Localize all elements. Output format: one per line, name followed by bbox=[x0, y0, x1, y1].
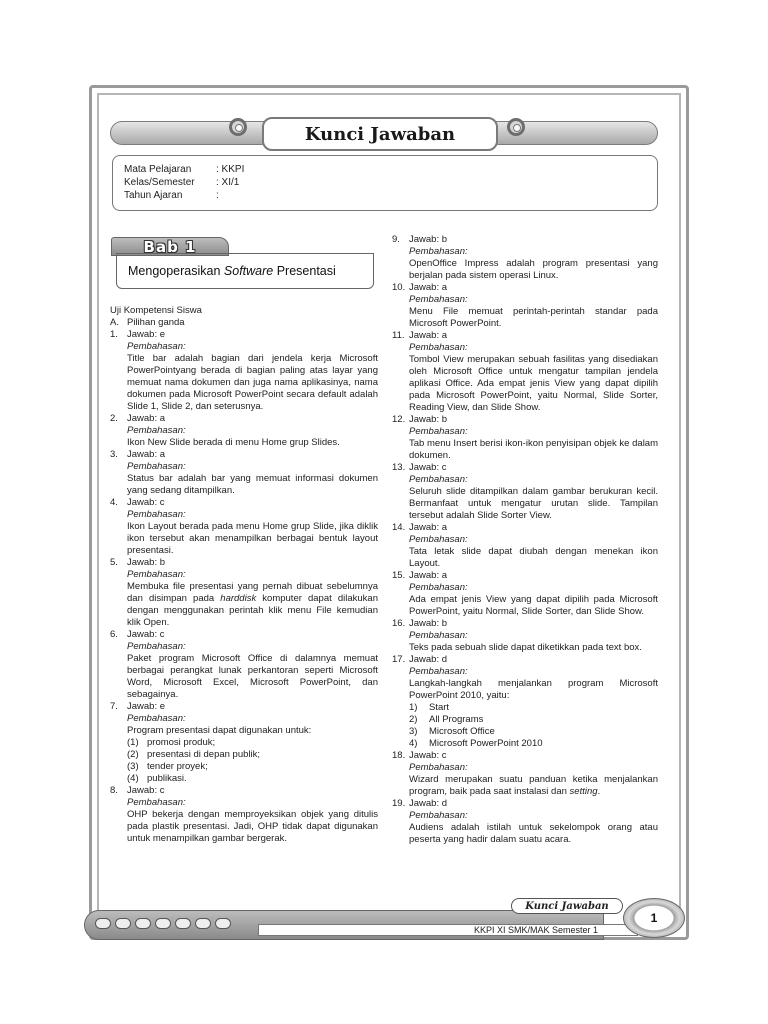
answer-item bbox=[392, 618, 658, 654]
list-number: 3) bbox=[409, 726, 418, 737]
answer-key: Jawab: d bbox=[409, 798, 448, 809]
list-item bbox=[127, 761, 378, 773]
list-item bbox=[409, 702, 658, 714]
explanation-text: Ikon Layout berada pada menu Home grup Slide, jika diklik ikon tersebut akan menampilkan berbagai bentuk layout presentasi. bbox=[127, 521, 378, 556]
explanation-text bbox=[127, 581, 378, 629]
answer-item bbox=[110, 629, 378, 701]
answer-key: Jawab: c bbox=[127, 785, 165, 796]
explanation-text: OHP bekerja dengan memproyeksikan objek yang ditulis pada plastik presentasi. Jadi, OHP tidak dapat digunakan untuk menampilkan gambar bergerak. bbox=[127, 809, 378, 844]
explanation-text: Program presentasi dapat digunakan untuk: bbox=[127, 725, 312, 736]
explanation-text: Langkah-langkah menjalankan program Microsoft PowerPoint 2010, yaitu: bbox=[409, 678, 658, 701]
list-item bbox=[409, 738, 658, 750]
page-title: Kunci Jawaban bbox=[304, 123, 456, 145]
explanation-text: Title bar adalah bagian dari jendela kerja Microsoft PowerPointyang berada di bagian paling atas layar yang memuat nama dokumen dan juga nama aplikasinya, nama dokumen pada Microsoft PowerPoint secara default adalah Slide 1, Slide 2, dan seterusnya. bbox=[127, 353, 378, 412]
answer-number: 18. bbox=[392, 750, 406, 761]
answer-key: Jawab: c bbox=[409, 462, 447, 473]
explanation-label: Pembahasan: bbox=[409, 666, 468, 677]
footer-text: KKPI XI SMK/MAK Semester 1 bbox=[474, 925, 599, 935]
explanation-text: Audiens adalah istilah untuk sekelompok orang atau peserta yang hadir dalam suatu acara. bbox=[409, 822, 658, 845]
explanation-text: Menu File memuat perintah-perintah standar pada Microsoft PowerPoint. bbox=[409, 306, 658, 329]
explanation-label: Pembahasan: bbox=[409, 810, 468, 821]
answer-number: 13. bbox=[392, 462, 406, 473]
answer-key: Jawab: a bbox=[409, 570, 448, 581]
explanation-label: Pembahasan: bbox=[409, 426, 468, 437]
info-row-class bbox=[124, 177, 239, 188]
answer-number: 14. bbox=[392, 522, 406, 533]
explanation-label: Pembahasan: bbox=[409, 246, 468, 257]
list-number: 2) bbox=[409, 714, 418, 725]
answer-key: Jawab: a bbox=[127, 449, 166, 460]
answer-key: Jawab: d bbox=[409, 654, 448, 665]
info-label: Kelas/Semester bbox=[124, 177, 195, 188]
info-value: : KKPI bbox=[216, 164, 245, 175]
explanation-label: Pembahasan: bbox=[127, 713, 186, 724]
list-number: (3) bbox=[127, 761, 139, 772]
answer-item bbox=[392, 750, 658, 798]
chapter-title-part: Mengoperasikan bbox=[128, 264, 224, 278]
answer-item bbox=[110, 785, 378, 845]
answer-number: 12. bbox=[392, 414, 406, 425]
subsection-heading bbox=[110, 317, 378, 329]
answer-number: 3. bbox=[110, 449, 118, 460]
list-number: 1) bbox=[409, 702, 418, 713]
list-number: (4) bbox=[127, 773, 139, 784]
page-number: 1 bbox=[650, 911, 658, 925]
answer-number: 19. bbox=[392, 798, 406, 809]
explanation-text: OpenOffice Impress adalah program presentasi yang berjalan pada sistem operasi Linux. bbox=[409, 258, 658, 281]
answer-number: 16. bbox=[392, 618, 406, 629]
explanation-emphasis: harddisk bbox=[220, 593, 257, 604]
answer-number: 11. bbox=[392, 330, 405, 341]
footer-dot bbox=[95, 918, 111, 929]
answer-number: 7. bbox=[110, 701, 118, 712]
answer-key: Jawab: c bbox=[409, 750, 447, 761]
chapter-title-part: Presentasi bbox=[273, 264, 336, 278]
list-number: (1) bbox=[127, 737, 139, 748]
answer-number: 17. bbox=[392, 654, 406, 665]
answer-key: Jawab: b bbox=[409, 414, 448, 425]
list-item bbox=[127, 737, 378, 749]
answer-number: 6. bbox=[110, 629, 118, 640]
explanation-text: Tata letak slide dapat diubah dengan menekan ikon Layout. bbox=[409, 546, 658, 569]
list-text: All Programs bbox=[429, 714, 484, 725]
subsection-number: A. bbox=[110, 317, 119, 328]
answer-item bbox=[392, 414, 658, 462]
info-row-subject bbox=[124, 164, 244, 175]
explanation-text: Status bar adalah bar yang memuat informasi dokumen yang sedang ditampilkan. bbox=[127, 473, 378, 496]
list-item bbox=[409, 714, 658, 726]
footer-dot bbox=[115, 918, 131, 929]
explanation-text: Ikon New Slide berada di menu Home grup Slides. bbox=[127, 437, 340, 448]
page-number-badge bbox=[623, 898, 685, 938]
answer-number: 4. bbox=[110, 497, 118, 508]
explanation-label: Pembahasan: bbox=[409, 294, 468, 305]
explanation-label: Pembahasan: bbox=[409, 474, 468, 485]
footer-dot bbox=[215, 918, 231, 929]
answer-number: 8. bbox=[110, 785, 118, 796]
footer-tag-label: Kunci Jawaban bbox=[525, 900, 609, 912]
footer-dot bbox=[155, 918, 171, 929]
answer-item bbox=[392, 654, 658, 750]
footer-dot bbox=[135, 918, 151, 929]
ring-ornament-right bbox=[507, 118, 525, 136]
answer-key: Jawab: e bbox=[127, 329, 166, 340]
info-row-year bbox=[124, 190, 219, 201]
explanation-part: Membuka file presentasi yang pernah dibuat sebelumnya dan disimpan pada bbox=[127, 581, 378, 604]
list-text: tender proyek; bbox=[147, 761, 208, 772]
answer-item bbox=[392, 798, 658, 846]
explanation-emphasis: setting bbox=[569, 786, 598, 797]
chapter-title-emphasis: Software bbox=[223, 264, 274, 278]
explanation-label: Pembahasan: bbox=[127, 341, 186, 352]
explanation-text: Ada empat jenis View yang dapat dipilih pada Microsoft PowerPoint, yaitu Normal, Slide Sorter, dan Slide Show. bbox=[409, 594, 658, 617]
answer-key: Jawab: a bbox=[127, 413, 166, 424]
answer-item bbox=[392, 522, 658, 570]
list-item bbox=[127, 749, 378, 761]
answer-number: 10. bbox=[392, 282, 406, 293]
answer-key: Jawab: a bbox=[409, 522, 448, 533]
right-column bbox=[392, 234, 658, 846]
explanation-label: Pembahasan: bbox=[409, 630, 468, 641]
answer-number: 5. bbox=[110, 557, 118, 568]
list-text: publikasi. bbox=[147, 773, 187, 784]
answer-number: 9. bbox=[392, 234, 400, 245]
answer-item bbox=[110, 413, 378, 449]
answer-item bbox=[110, 701, 378, 785]
explanation-label: Pembahasan: bbox=[127, 461, 186, 472]
list-text: promosi produk; bbox=[147, 737, 216, 748]
answer-key: Jawab: c bbox=[127, 497, 165, 508]
explanation-label: Pembahasan: bbox=[409, 342, 468, 353]
footer-dot bbox=[175, 918, 191, 929]
explanation-label: Pembahasan: bbox=[409, 534, 468, 545]
explanation-label: Pembahasan: bbox=[409, 582, 468, 593]
left-column bbox=[110, 305, 378, 845]
answer-item bbox=[110, 557, 378, 629]
answer-item bbox=[392, 462, 658, 522]
answer-key: Jawab: e bbox=[127, 701, 166, 712]
answer-item bbox=[110, 449, 378, 497]
list-item bbox=[409, 726, 658, 738]
explanation-text: Teks pada sebuah slide dapat diketikkan pada text box. bbox=[409, 642, 642, 653]
explanation-label: Pembahasan: bbox=[127, 569, 186, 580]
footer-dots bbox=[95, 918, 231, 929]
list-item bbox=[127, 773, 378, 785]
info-value: : bbox=[216, 190, 219, 201]
list-number: 4) bbox=[409, 738, 418, 749]
info-value: : XI/1 bbox=[216, 177, 240, 188]
answer-item bbox=[392, 282, 658, 330]
answer-number: 15. bbox=[392, 570, 406, 581]
explanation-part: . bbox=[597, 786, 601, 797]
answer-key: Jawab: b bbox=[409, 618, 448, 629]
list-text: Microsoft Office bbox=[429, 726, 495, 737]
list-text: Microsoft PowerPoint 2010 bbox=[429, 738, 543, 749]
chapter-label: Bab 1 bbox=[143, 237, 197, 256]
list-text: Start bbox=[429, 702, 450, 713]
explanation-label: Pembahasan: bbox=[127, 641, 186, 652]
answer-item bbox=[392, 570, 658, 618]
explanation-text: Tombol View merupakan sebuah fasilitas yang disediakan oleh Microsoft Office untuk mengatur tampilan jendela aplikasi Office. Ada empat jenis View yang dapat dipilih pada Microsoft PowerPoint, yaitu Normal, Slide Sorter, Reading View, dan Slide Show. bbox=[409, 354, 658, 413]
answer-key: Jawab: a bbox=[409, 330, 448, 341]
answer-number: 2. bbox=[110, 413, 118, 424]
chapter-title-box bbox=[116, 253, 374, 289]
list-number: (2) bbox=[127, 749, 139, 760]
explanation-text: Seluruh slide ditampilkan dalam gambar berukuran kecil. Bermanfaat untuk mengatur urutan slide. Tampilan tersebut adalah Slide Sorter View. bbox=[409, 486, 658, 521]
section-heading: Uji Kompetensi Siswa bbox=[110, 305, 202, 316]
answer-item bbox=[392, 234, 658, 282]
explanation-label: Pembahasan: bbox=[127, 509, 186, 520]
explanation-label: Pembahasan: bbox=[409, 762, 468, 773]
subsection-title: Pilihan ganda bbox=[127, 317, 185, 328]
answer-key: Jawab: a bbox=[409, 282, 448, 293]
info-label: Mata Pelajaran bbox=[124, 164, 192, 175]
ring-ornament-left bbox=[229, 118, 247, 136]
chapter-title bbox=[128, 264, 336, 278]
answer-key: Jawab: b bbox=[127, 557, 166, 568]
explanation-text: Paket program Microsoft Office di dalamnya memuat berbagai perangkat lunak perkantoran seperti Microsoft Word, Microsoft Excel, Microsoft PowerPoint, dan sebagainya. bbox=[127, 653, 378, 700]
answer-key: Jawab: c bbox=[127, 629, 165, 640]
answer-key: Jawab: b bbox=[409, 234, 448, 245]
answer-item bbox=[110, 329, 378, 413]
footer-dot bbox=[195, 918, 211, 929]
list-text: presentasi di depan publik; bbox=[147, 749, 261, 760]
answer-item bbox=[110, 497, 378, 557]
explanation-part: Wizard merupakan suatu panduan ketika menjalankan program, baik pada saat instalasi dan bbox=[409, 774, 658, 797]
info-label: Tahun Ajaran bbox=[124, 190, 183, 201]
answer-number: 1. bbox=[110, 329, 118, 340]
explanation-text: Tab menu Insert berisi ikon-ikon penyisipan objek ke dalam dokumen. bbox=[409, 438, 658, 461]
explanation-label: Pembahasan: bbox=[127, 425, 186, 436]
explanation-part: komputer dapat dilakukan dengan menggunakan perintah klik menu File kemudian klik Open. bbox=[127, 593, 378, 628]
title-box bbox=[262, 117, 498, 151]
footer-tag bbox=[511, 898, 623, 914]
answer-item bbox=[392, 330, 658, 414]
explanation-label: Pembahasan: bbox=[127, 797, 186, 808]
explanation-text bbox=[409, 774, 658, 798]
